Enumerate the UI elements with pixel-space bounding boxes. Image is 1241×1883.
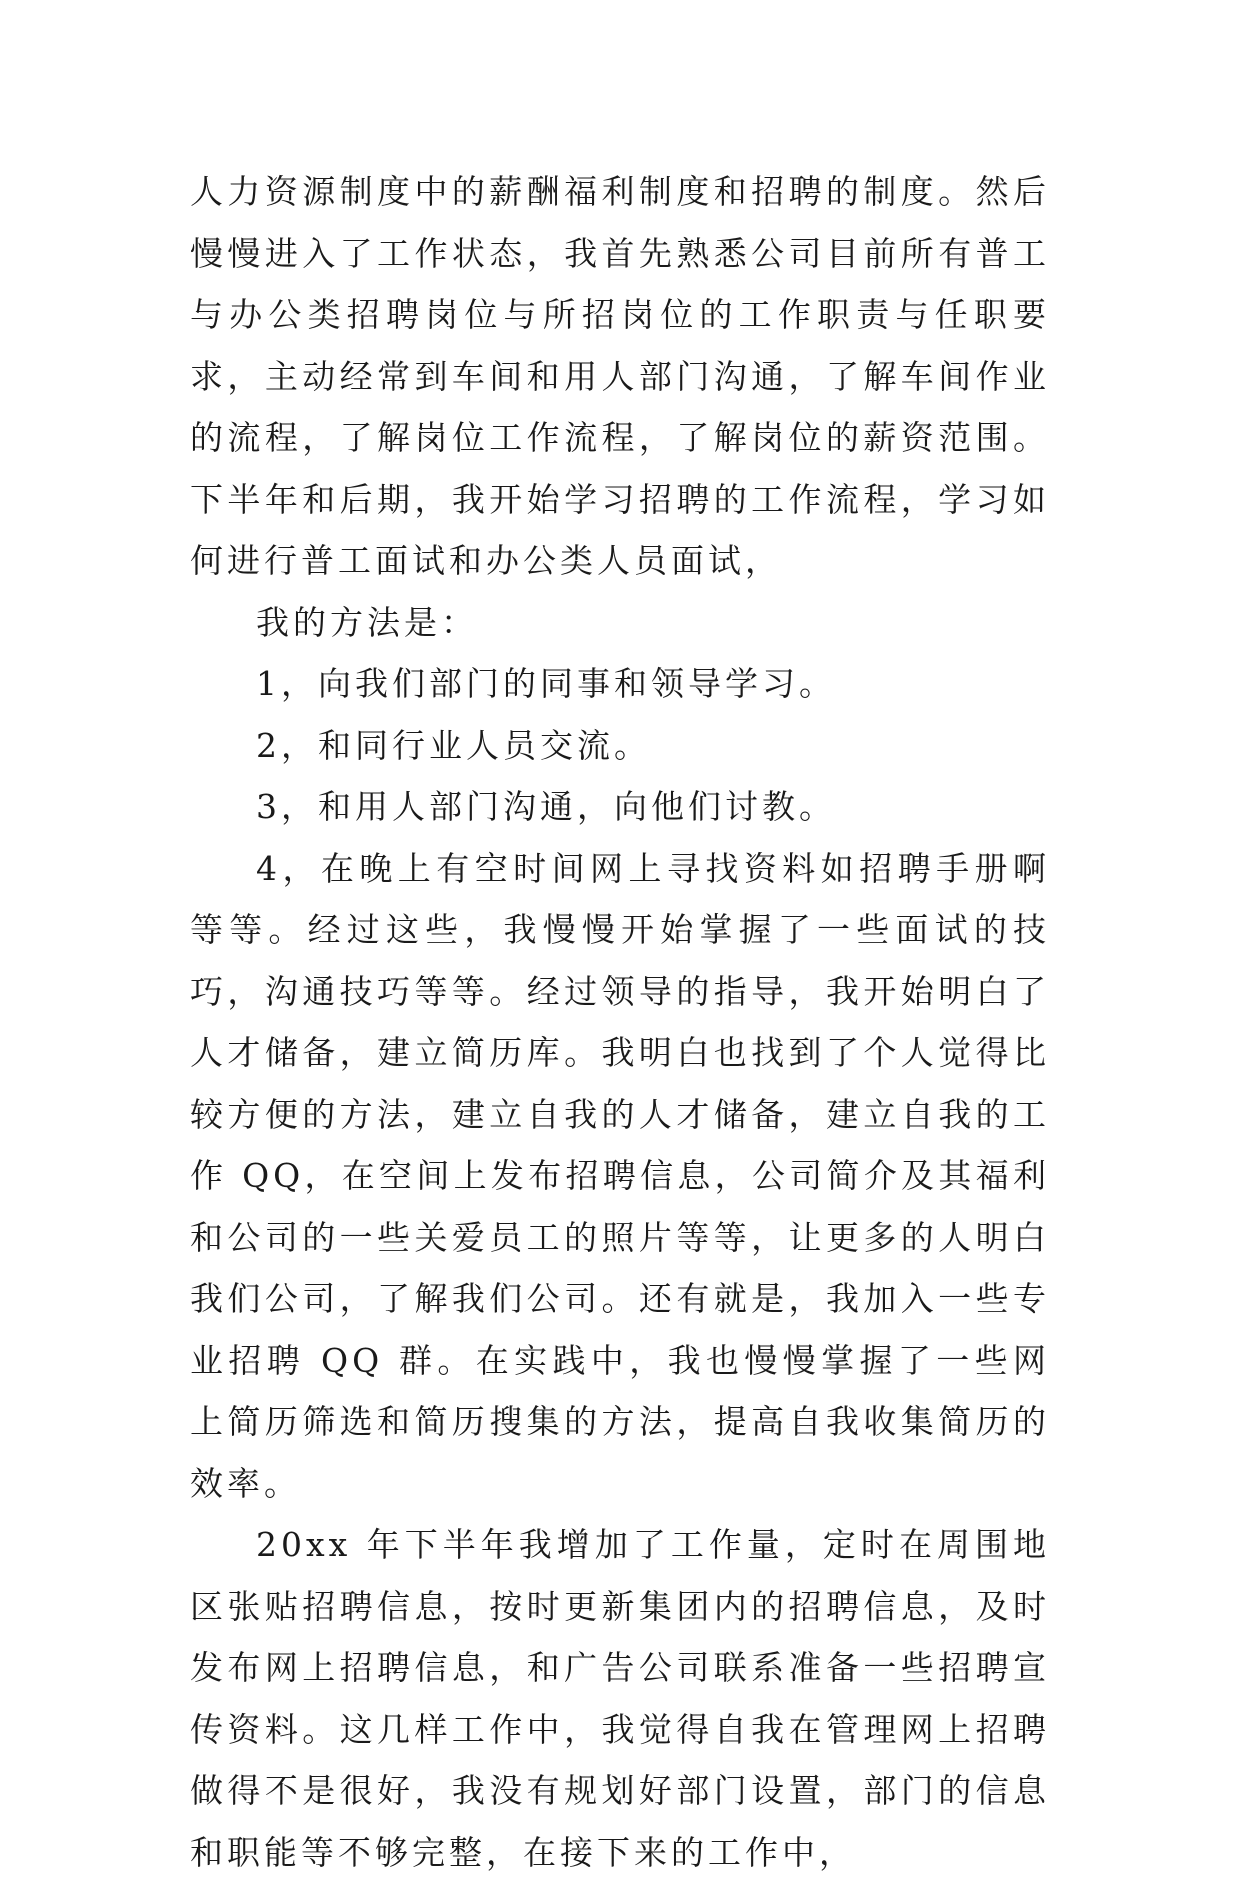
text-line: 介及其福利和公司的一些关爱员工的照片等等，让更多的人 xyxy=(190,1156,1050,1257)
text-line: 作流程，学习如何进行普工面试和办公类人员面试， xyxy=(190,479,1051,580)
list-item-method-3 xyxy=(190,776,1050,838)
paragraph-hr-system-intro xyxy=(190,161,1050,592)
body-text xyxy=(190,161,1050,1883)
text-line: 我的方法是： xyxy=(256,602,478,642)
text-line: 和简历搜集的方法，提高自我收集简历的效率。 xyxy=(190,1402,1051,1503)
text-line: 我觉得自我在管理网上招聘做得不是很好，我没有规划好部 xyxy=(190,1709,1051,1810)
text-line: 入了工作状态，我首先熟悉公司目前所有普工与办公类招聘 xyxy=(190,233,1051,334)
text-line: 人力资源制度中的薪酬福利制度和招聘的制度。然后慢慢进 xyxy=(190,172,1050,273)
text-line: 了解岗位的薪资范围。下半年和后期，我开始学习招聘的工 xyxy=(190,418,1051,519)
text-line: 门设置，部门的信息和职能等不够完整，在接下来的工作中， xyxy=(190,1771,1051,1872)
list-item-method-4 xyxy=(190,838,1050,1515)
text-line: 岗位与所招岗位的工作职责与任职要求，主动经常到车间和 xyxy=(190,295,1051,396)
text-line: 储备，建立自我的工作 QQ，在空间上发布招聘信息，公司简 xyxy=(190,1094,1051,1195)
text-line: 1，向我们部门的同事和领导学习。 xyxy=(256,664,836,703)
text-line: 我明白也找到了个人觉得比较方便的方法，建立自我的人才 xyxy=(190,1033,1051,1134)
text-line: 经过这些，我慢慢开始掌握了一些面试的技巧，沟通技巧等 xyxy=(190,910,1051,1011)
list-item-method-1 xyxy=(190,653,1050,715)
text-line: 20xx 年下半年我增加了工作量，定时在周围地区张贴招 xyxy=(190,1525,1050,1626)
text-line: 明白我们公司，了解我们公司。还有就是，我加入一些专业 xyxy=(190,1217,1051,1380)
text-line: 3，和用人部门沟通，向他们讨教。 xyxy=(256,787,836,826)
paragraph-second-half-year xyxy=(190,1514,1050,1883)
text-line: 用人部门沟通，了解车间作业的流程，了解岗位工作流程， xyxy=(190,356,1051,457)
text-line: 聘信息，按时更新集团内的招聘信息，及时发布网上招聘信 xyxy=(190,1586,1051,1687)
paragraph-methods-heading xyxy=(190,592,1050,654)
text-line: 2，和同行业人员交流。 xyxy=(256,725,651,765)
text-line: 息，和广告公司联系准备一些招聘宣传资料。这几样工作中， xyxy=(190,1648,1051,1749)
list-item-method-2 xyxy=(190,715,1050,777)
text-line: 等。经过领导的指导，我开始明白了人才储备，建立简历库。 xyxy=(190,971,1051,1072)
text-line: 招聘 QQ 群。在实践中，我也慢慢掌握了一些网上简历筛选 xyxy=(190,1340,1051,1441)
text-line: 4，在晚上有空时间网上寻找资料如招聘手册啊等等。 xyxy=(190,848,1050,949)
